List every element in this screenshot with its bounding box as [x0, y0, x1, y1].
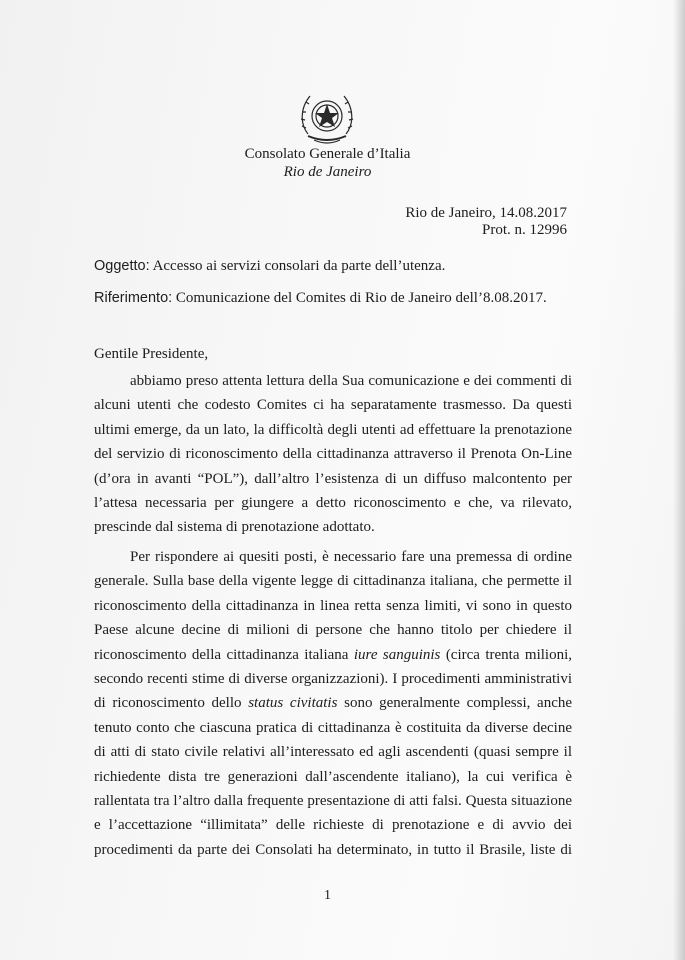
paragraph-2-line: Paese alcune decine di milioni di persone che hanno titolo per chiedere il: [94, 622, 572, 639]
latin-term-status-civitatis: status civitatis: [248, 695, 338, 712]
reference-line: [94, 290, 547, 307]
reference-text: Comunicazione del Comites di Rio de Janeiro dell’8.08.2017.: [175, 290, 547, 306]
paragraph-2-line: generale. Sulla base della vigente legge di cittadinanza italiana, che permette il: [94, 573, 572, 590]
paragraph-1-line: alcuni utenti che codesto Comites ci ha separatamente trasmesso. Da questi: [94, 397, 572, 414]
paragraph-1-line: (d’ora in avanti “POL”), dall’altro l’esistenza di un diffuso malcontento per: [94, 470, 572, 487]
paragraph-2: [94, 545, 572, 862]
paragraph-1-line: prescinde dal sistema di prenotazione adottato.: [94, 519, 375, 536]
paragraph-2-line: richiedente dista tre generazioni dall’ascendente italiano), la cui verifica è: [94, 768, 572, 785]
paragraph-2-line: Per rispondere ai quesiti posti, è necessario fare una premessa di ordine: [130, 549, 572, 565]
paragraph-1: [94, 369, 572, 540]
paragraph-1-line: abbiamo preso attenta lettura della Sua comunicazione e dei commenti di: [130, 373, 572, 389]
line-text: riconoscimento della cittadinanza italiana: [94, 646, 354, 663]
protocol-number: Prot. n. 12996: [481, 222, 567, 238]
latin-term-iure-sanguinis: iure sanguinis: [353, 646, 441, 663]
paragraph-1-line: l’attesa necessaria per giungere a detto riconoscimento e che, va rilevato,: [94, 494, 572, 511]
paragraph-2-line: [94, 691, 572, 715]
paragraph-1-line: del servizio di riconoscimento della cittadinanza attraverso il Prenota On-Line: [94, 446, 572, 463]
subject-text: Accesso ai servizi consolari da parte dell’utenza.: [152, 258, 446, 274]
paragraph-2-line: di atti di stato civile relativi all’interessato ed agli ascendenti (quasi sempre il: [94, 744, 572, 761]
paragraph-2-line: e l’accettazione “illimitata” delle richieste di prenotazione e di avvio dei: [94, 817, 572, 834]
place-and-date: Rio de Janeiro, 14.08.2017: [405, 205, 567, 221]
subject-line: [94, 258, 445, 275]
paragraph-2-line: tenuto conto che ciascuna pratica di cittadinanza è costituita da diverse decine: [94, 719, 572, 736]
consulate-name: Consolato Generale d’Italia: [244, 146, 411, 162]
paragraph-2-line: secondo recenti stime di diverse organizzazioni). I procedimenti amministrativi: [94, 670, 572, 687]
page-number: 1: [324, 888, 331, 903]
paragraph-2-line: riconoscimento della cittadinanza in linea retta senza limiti, vi sono in questo: [94, 597, 572, 614]
reference-label: Riferimento:: [94, 290, 173, 306]
line-text: (circa trenta milioni,: [440, 646, 572, 663]
line-text: di riconoscimento dello: [94, 695, 249, 712]
salutation: Gentile Presidente,: [94, 346, 209, 362]
line-text: sono generalmente complessi, anche: [337, 695, 573, 712]
paragraph-2-line: rallentata tra l’altro dalla frequente presentazione di atti falsi. Questa situazione: [94, 792, 572, 809]
paragraph-2-line: [94, 643, 572, 667]
paragraph-2-line: procedimenti da parte dei Consolati ha determinato, in tutto il Brasile, liste di: [94, 841, 572, 858]
italian-republic-emblem-icon: [296, 84, 358, 148]
consulate-city: Rio de Janeiro: [283, 164, 372, 180]
paragraph-1-line: ultimi emerge, da un lato, la difficoltà degli utenti ad effettuare la prenotazione: [94, 421, 572, 438]
subject-label: Oggetto:: [94, 258, 150, 274]
page-edge-shadow: [673, 0, 685, 960]
